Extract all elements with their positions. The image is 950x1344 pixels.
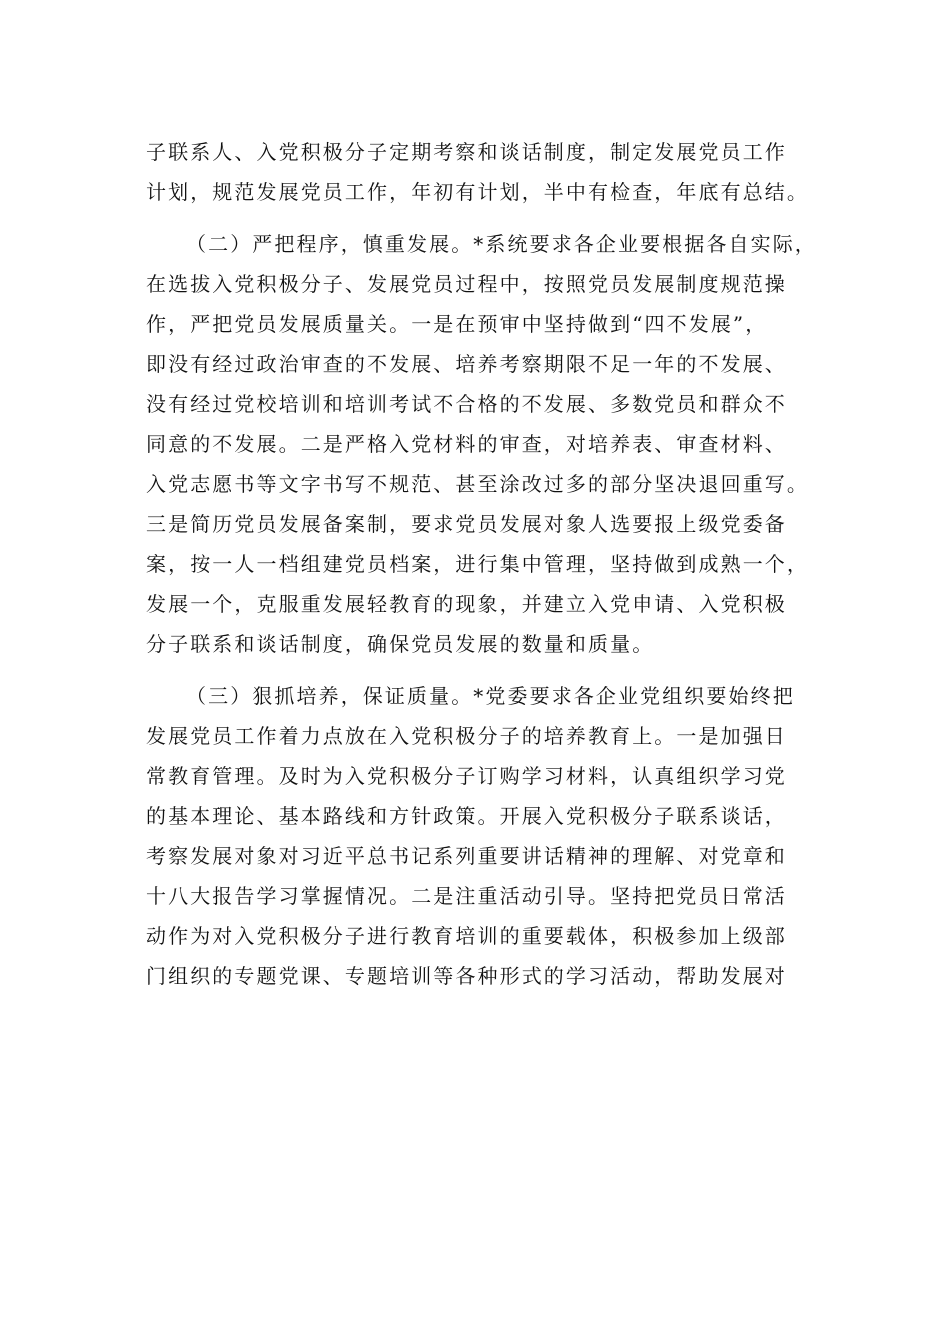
text-line: 同意的不发展。二是严格入党材料的审查，对培养表、审查材料、 <box>146 432 787 456</box>
paragraph <box>146 132 826 212</box>
text-line: 作，严把党员发展质量关。一是在预审中坚持做到“四不发展”， <box>146 312 768 336</box>
text-line: 考察发展对象对习近平总书记系列重要讲话精神的理解、对党章和 <box>146 844 787 868</box>
text-line: 门组织的专题党课、专题培训等各种形式的学习活动，帮助发展对 <box>146 964 787 988</box>
text-line: 三是简历党员发展备案制，要求党员发展对象人选要报上级党委备 <box>146 512 787 536</box>
text-line: 的基本理论、基本路线和方针政策。开展入党积极分子联系谈话， <box>146 804 787 828</box>
text-line: 十八大报告学习掌握情况。二是注重活动引导。坚持把党员日常活 <box>146 884 787 908</box>
paragraph <box>146 224 826 664</box>
text-line: 子联系人、入党积极分子定期考察和谈话制度，制定发展党员工作 <box>146 140 787 164</box>
text-line: 发展一个，克服重发展轻教育的现象，并建立入党申请、入党积极 <box>146 592 787 616</box>
paragraph-gap <box>146 664 826 676</box>
document-body <box>146 132 826 996</box>
text-line: 入党志愿书等文字书写不规范、甚至涂改过多的部分坚决退回重写。 <box>146 472 809 496</box>
text-line: 没有经过党校培训和培训考试不合格的不发展、多数党员和群众不 <box>146 392 787 416</box>
text-line: 动作为对入党积极分子进行教育培训的重要载体，积极参加上级部 <box>146 924 787 948</box>
text-line: 计划，规范发展党员工作，年初有计划，半中有检查，年底有总结。 <box>146 180 809 204</box>
text-line: 分子联系和谈话制度，确保党员发展的数量和质量。 <box>146 632 655 656</box>
paragraph <box>146 676 826 996</box>
text-line: 在选拔入党积极分子、发展党员过程中，按照党员发展制度规范操 <box>146 272 787 296</box>
text-line: （二）严把程序，慎重发展。*系统要求各企业要根据各自实际， <box>186 232 817 256</box>
text-line: 案，按一人一档组建党员档案，进行集中管理，坚持做到成熟一个， <box>146 552 809 576</box>
paragraph-gap <box>146 212 826 224</box>
text-line: 常教育管理。及时为入党积极分子订购学习材料，认真组织学习党 <box>146 764 787 788</box>
text-line: （三）狠抓培养，保证质量。*党委要求各企业党组织要始终把 <box>186 684 795 708</box>
text-line: 发展党员工作着力点放在入党积极分子的培养教育上。一是加强日 <box>146 724 787 748</box>
text-line: 即没有经过政治审查的不发展、培养考察期限不足一年的不发展、 <box>146 352 787 376</box>
